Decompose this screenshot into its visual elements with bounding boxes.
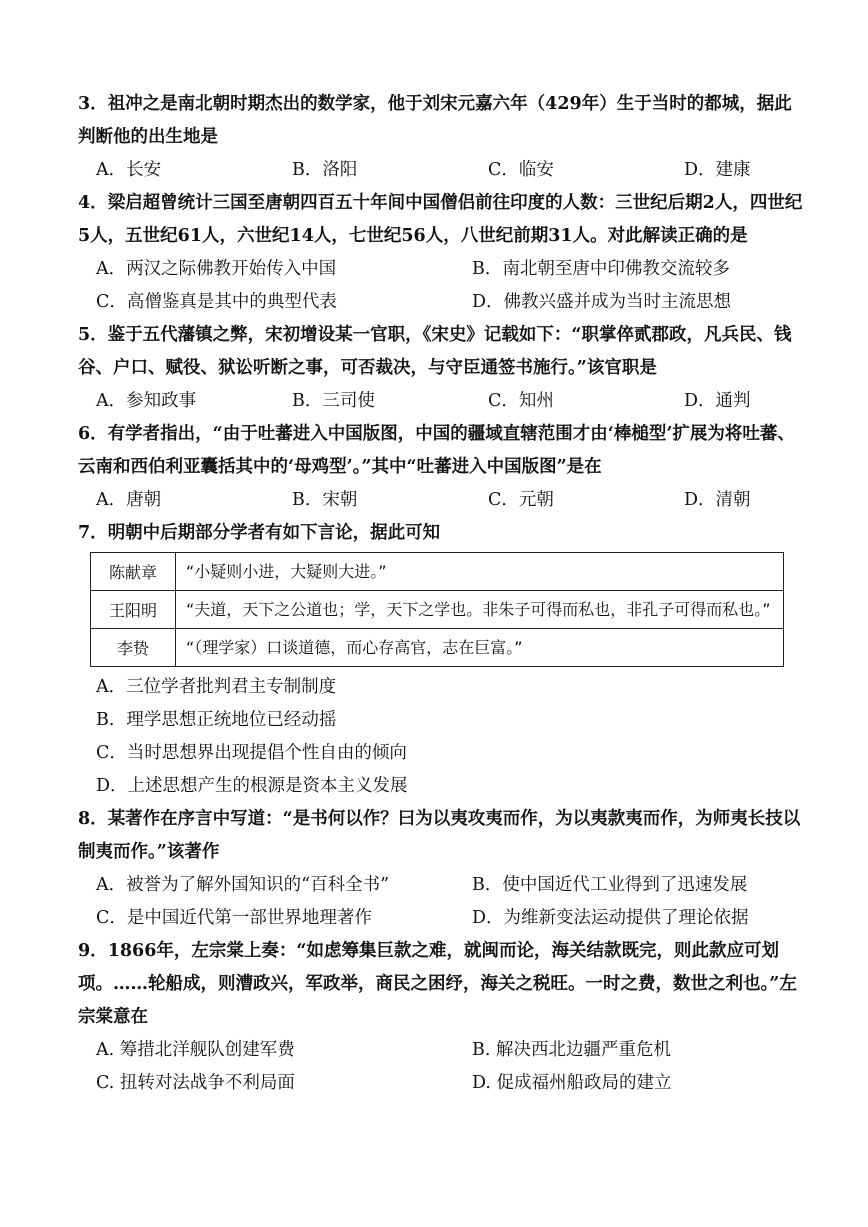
question-number: 5． <box>78 325 108 345</box>
option-b: B．三司使 <box>292 391 375 411</box>
option-b: B．洛阳 <box>292 160 358 180</box>
option-d: D．清朝 <box>684 490 751 510</box>
option-a: A．长安 <box>96 160 162 180</box>
question-number: 7． <box>78 523 108 543</box>
table-row <box>91 591 784 629</box>
question-number: 8． <box>78 809 108 829</box>
scholar-quote: “小疑则小进，大疑则大进。” <box>176 553 784 591</box>
option-d: D．建康 <box>684 160 751 180</box>
option-b: B．宋朝 <box>292 490 358 510</box>
option-a: A．两汉之际佛教开始传入中国 <box>96 259 337 279</box>
question-stem: 梁启超曾统计三国至唐朝四百五十年间中国僧侣前往印度的人数：三世纪后期2人，四世纪5人，五世纪61人，六世纪14人，七世纪56人，八世纪前期31人。对此解读正确的是 <box>78 193 803 246</box>
table-row <box>91 553 784 591</box>
option-a: A．三位学者批判君主专制制度 <box>96 677 337 697</box>
scholar-name: 王阳明 <box>91 591 176 629</box>
option-c: C．知州 <box>488 391 554 411</box>
options-row <box>78 286 808 319</box>
question-3 <box>78 88 808 187</box>
option-b: B. 解决西北边疆严重危机 <box>472 1040 671 1060</box>
option-b: B．南北朝至唐中印佛教交流较多 <box>472 259 730 279</box>
option-c: C. 扭转对法战争不利局面 <box>96 1073 295 1093</box>
option-d: D．通判 <box>684 391 751 411</box>
options-row <box>78 1034 808 1067</box>
options-row <box>78 253 808 286</box>
option-a: A．被誉为了解外国知识的“百科全书” <box>96 875 390 895</box>
option-d: D．为维新变法运动提供了理论依据 <box>472 908 749 928</box>
option-c: C．当时思想界出现提倡个性自由的倾向 <box>96 743 407 763</box>
scholar-name: 李贽 <box>91 629 176 667</box>
option-d: D. 促成福州船政局的建立 <box>472 1073 672 1093</box>
options-row <box>78 902 808 935</box>
question-6 <box>78 418 808 517</box>
option-b: B．使中国近代工业得到了迅速发展 <box>472 875 748 895</box>
option-a: A．参知政事 <box>96 391 197 411</box>
question-number: 9． <box>78 941 108 961</box>
option-d: D．上述思想产生的根源是资本主义发展 <box>96 776 408 796</box>
question-8 <box>78 803 808 935</box>
option-c: C．临安 <box>488 160 554 180</box>
question-stem: 某著作在序言中写道：“是书何以作？曰为以夷攻夷而作，为以夷款夷而作，为师夷长技以制夷而作。”该著作 <box>78 809 801 862</box>
question-stem: 有学者指出，“由于吐蕃进入中国版图，中国的疆域直辖范围才由‘棒槌型’扩展为将吐蕃、云南和西伯利亚囊括其中的‘母鸡型’。”其中“吐蕃进入中国版图”是在 <box>78 424 795 477</box>
option-a: A．唐朝 <box>96 490 162 510</box>
scholar-quote: “夫道，天下之公道也；学，天下之学也。非朱子可得而私也，非孔子可得而私也。” <box>176 591 784 629</box>
options-row <box>78 154 808 187</box>
options-row <box>78 385 808 418</box>
option-c: C．是中国近代第一部世界地理著作 <box>96 908 372 928</box>
question-stem: 明朝中后期部分学者有如下言论，据此可知 <box>107 523 441 543</box>
question-9 <box>78 935 808 1100</box>
option-b: B．理学思想正统地位已经动摇 <box>96 710 337 730</box>
question-7 <box>78 517 808 803</box>
question-stem: 鉴于五代藩镇之弊，宋初增设某一官职，《宋史》记载如下：“职掌倅贰郡政，凡兵民、钱谷、户口、赋役、狱讼听断之事，可否裁决，与守臣通签书施行。”该官职是 <box>78 325 792 378</box>
scholar-quote: “（理学家）口谈道德，而心存高官，志在巨富。” <box>176 629 784 667</box>
options-row <box>78 869 808 902</box>
options-row <box>78 484 808 517</box>
quotes-table <box>90 552 784 667</box>
option-a: A. 筹措北洋舰队创建军费 <box>96 1040 295 1060</box>
question-stem: 祖冲之是南北朝时期杰出的数学家，他于刘宋元嘉六年（429年）生于当时的都城，据此判断他的出生地是 <box>78 94 792 147</box>
options-row <box>78 1067 808 1100</box>
question-5 <box>78 319 808 418</box>
question-stem: 1866年，左宗棠上奏：“如虑筹集巨款之难，就闽而论，海关结款既完，则此款应可划项。……轮船成，则漕政兴，军政举，商民之困纾，海关之税旺。一时之费，数世之利也。”左宗棠意在 <box>78 941 797 1027</box>
scholar-name: 陈献章 <box>91 553 176 591</box>
question-number: 4． <box>78 193 108 213</box>
option-c: C．元朝 <box>488 490 554 510</box>
question-number: 3． <box>78 94 108 114</box>
option-c: C．高僧鉴真是其中的典型代表 <box>96 292 337 312</box>
option-d: D．佛教兴盛并成为当时主流思想 <box>472 292 732 312</box>
question-number: 6． <box>78 424 108 444</box>
table-row <box>91 629 784 667</box>
question-4 <box>78 187 808 319</box>
